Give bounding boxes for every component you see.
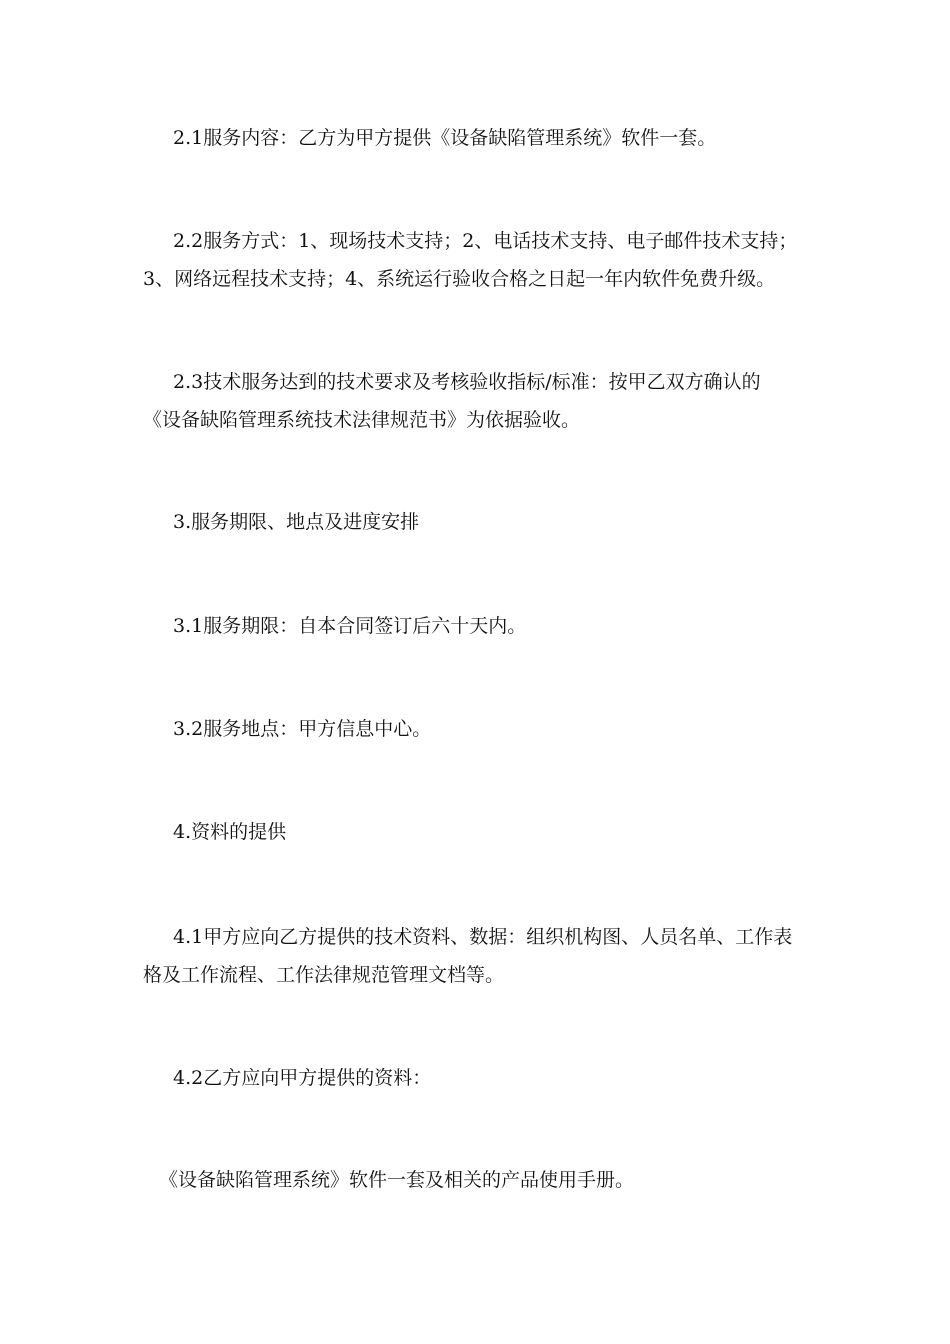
paragraph-line: 2.2服务方式：1、现场技术支持；2、电话技术支持、电子邮件技术支持； (173, 230, 798, 252)
paragraph-line: 2.1服务内容：乙方为甲方提供《设备缺陷管理系统》软件一套。 (173, 127, 717, 149)
paragraph-party-a-materials (143, 918, 808, 994)
paragraph-technical-requirements (143, 363, 808, 439)
section-heading-materials (143, 813, 808, 851)
paragraph-service-period (143, 607, 808, 645)
paragraph-line: 《设备缺陷管理系统技术法律规范书》为依据验收。 (143, 409, 581, 431)
paragraph-line: 《设备缺陷管理系统》软件一套及相关的产品使用手册。 (159, 1169, 635, 1191)
paragraph-service-location (143, 710, 808, 748)
paragraph-line: 4.1甲方应向乙方提供的技术资料、数据：组织机构图、人员名单、工作表 (173, 926, 793, 948)
paragraph-service-method (143, 222, 808, 298)
paragraph-party-b-materials (143, 1059, 808, 1097)
paragraph-line: 2.3技术服务达到的技术要求及考核验收指标/标准：按甲乙双方确认的 (173, 371, 761, 393)
paragraph-line: 3.1服务期限：自本合同签订后六十天内。 (173, 615, 527, 637)
section-heading-service-period (143, 503, 808, 541)
paragraph-line: 格及工作流程、工作法律规范管理文档等。 (143, 964, 505, 986)
paragraph-line: 3.2服务地点：甲方信息中心。 (173, 718, 432, 740)
paragraph-line: 3.服务期限、地点及进度安排 (173, 511, 420, 533)
paragraph-line: 4.2乙方应向甲方提供的资料： (173, 1067, 432, 1089)
paragraph-service-content (143, 119, 808, 157)
paragraph-line: 4.资料的提供 (173, 821, 287, 843)
paragraph-line: 3、网络远程技术支持；4、系统运行验收合格之日起一年内软件免费升级。 (143, 268, 776, 290)
paragraph-materials-item (143, 1161, 808, 1199)
